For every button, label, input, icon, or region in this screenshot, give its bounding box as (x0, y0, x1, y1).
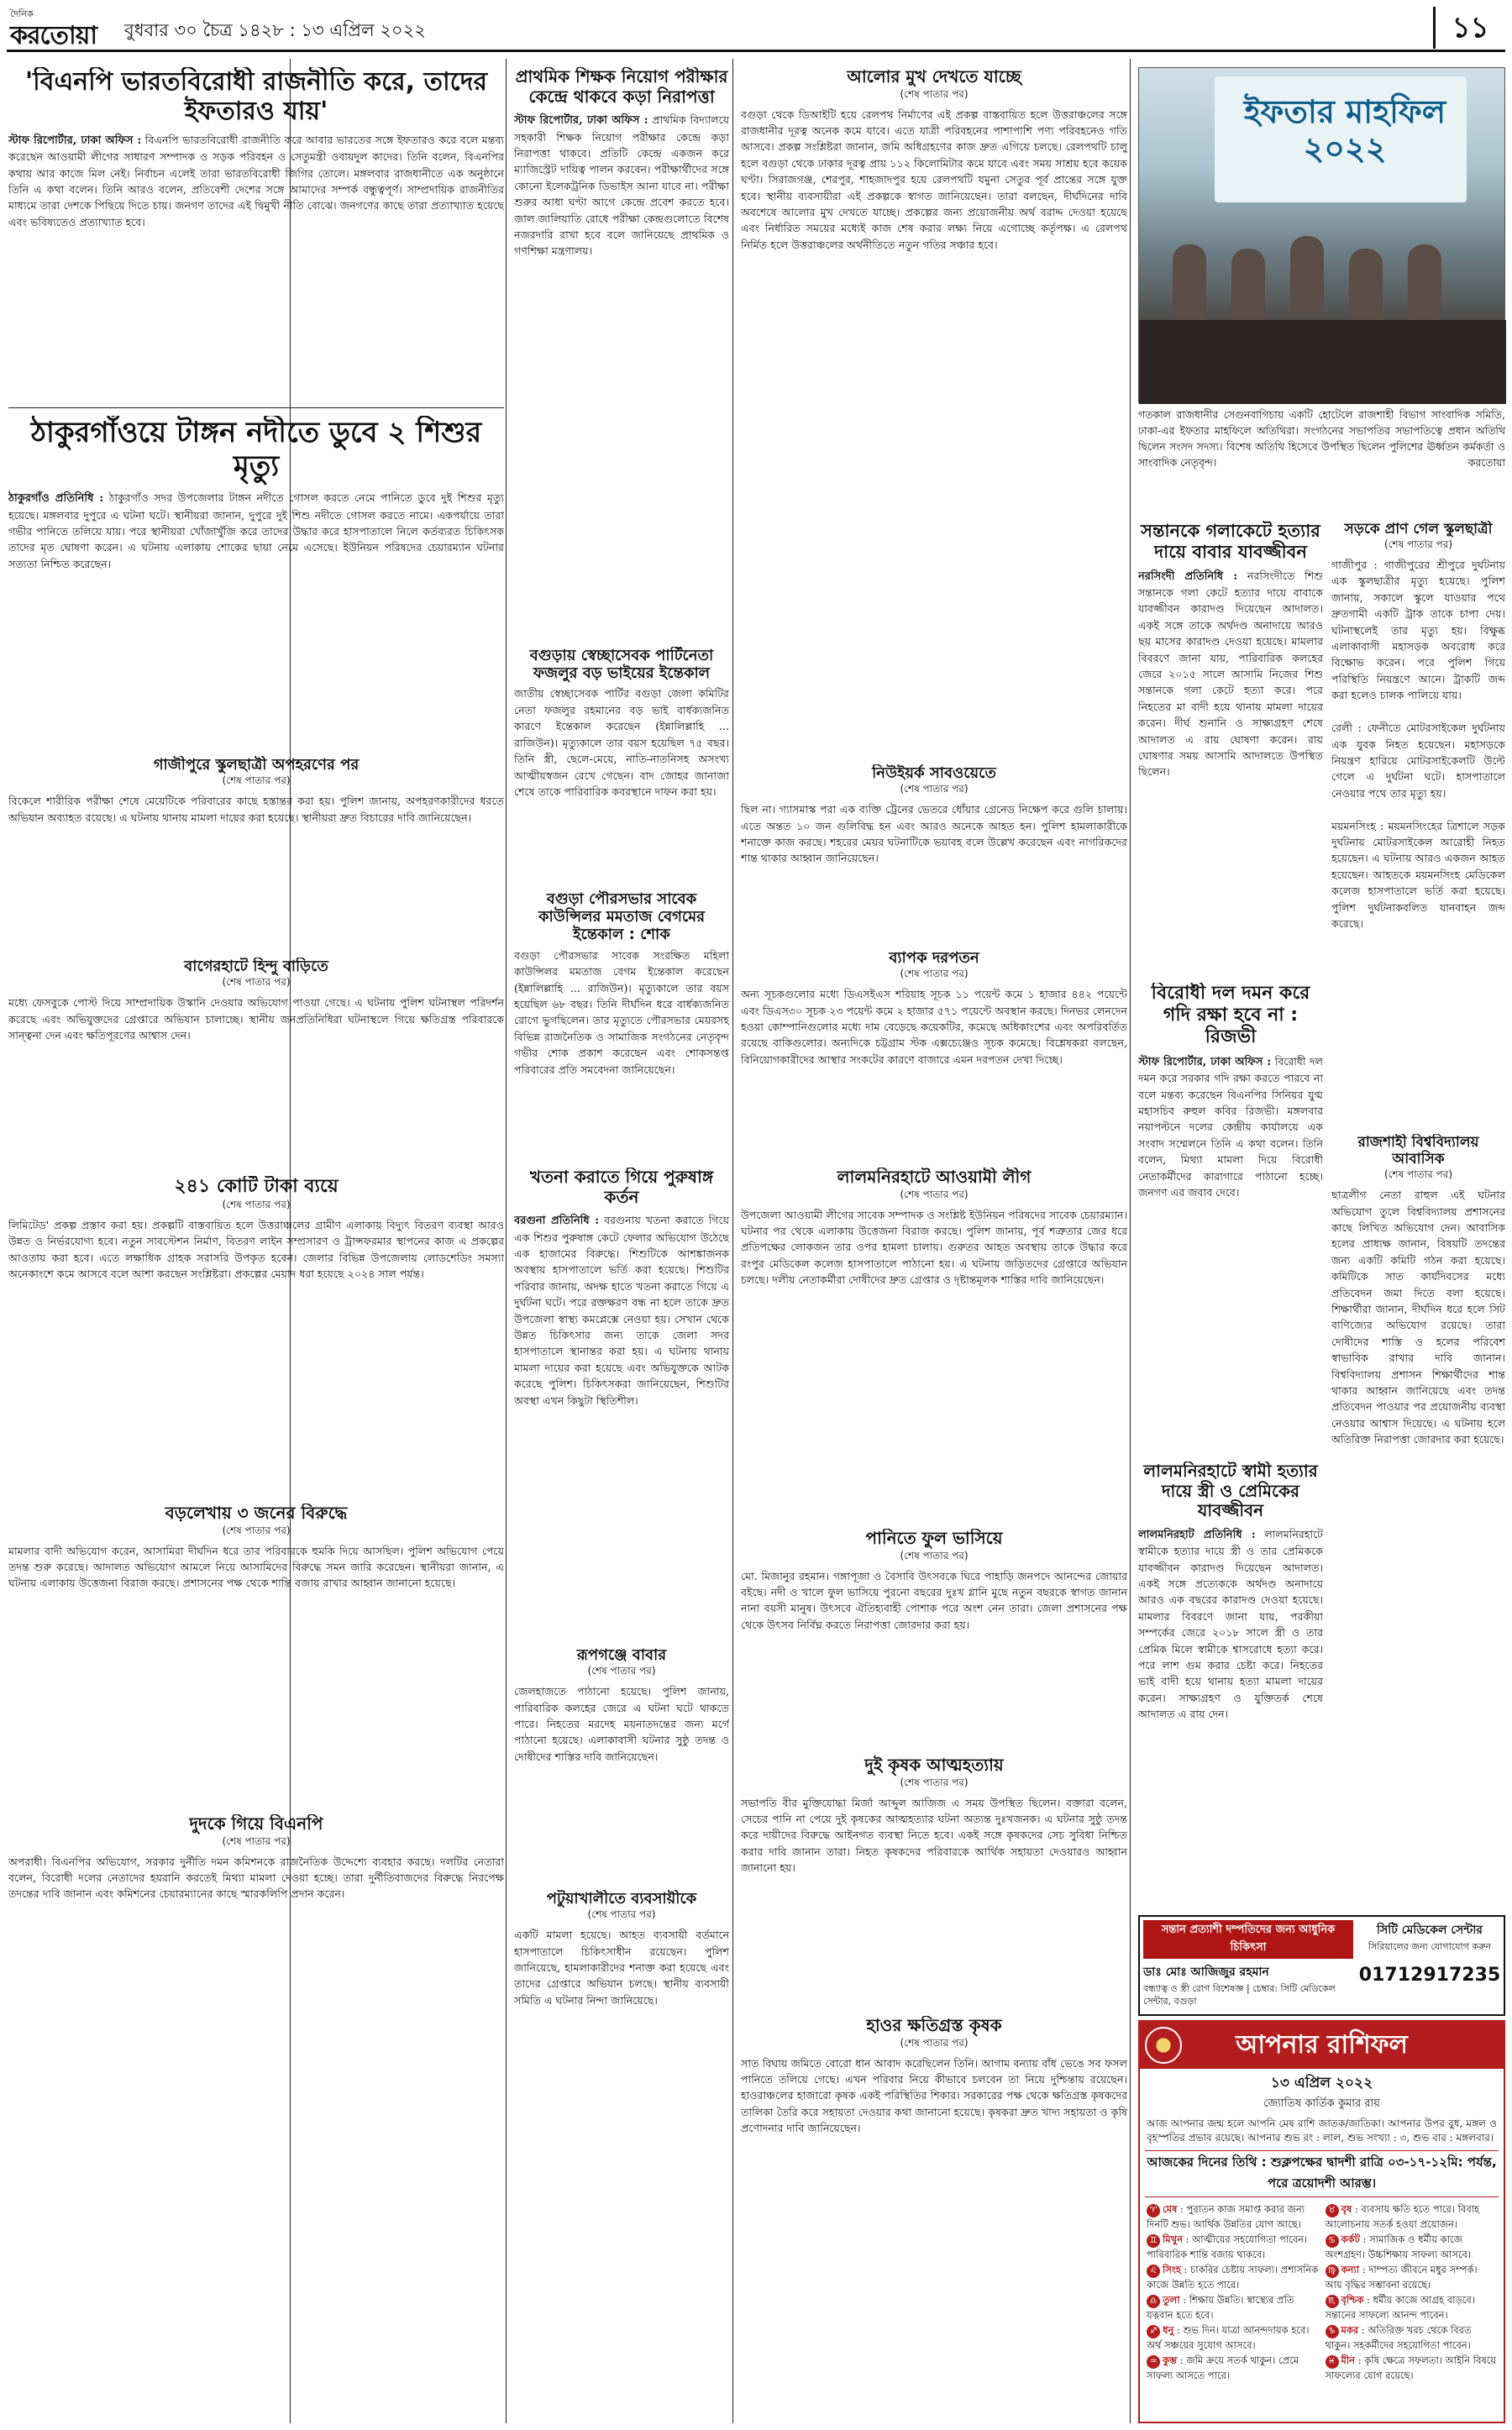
article-body: একটি মামলা হয়েছে। আহত ব্যবসায়ী বর্তমানে হাসপাতালে চিকিৎসাধীন রয়েছেন। পুলিশ জানিয়েছে, হামলাকারীদের শনাক্ত করা হয়েছে এবং তাদের গ্রেপ্তারে অভিযান চলছে। স্থানীয় ব্যবসায়ী সমিতি এ ঘটনার নিন্দা জানিয়েছে। (514, 1929, 729, 2007)
zodiac-sign-entry (1147, 2263, 1319, 2291)
article-text: ঠাকুরগাঁও সদর উপজেলার টাঙ্গন নদীতে গোসল করতে নেমে পানিতে ডুবে দুই শিশুর মৃত্যু হয়েছে। মঙ্গলবার দুপুরে এ ঘটনা ঘটে। স্থানীয়রা জানান, দুপুরে দুই শিশু নদীতে গোসল করতে নামে। একপর্যায়ে তারা গভীর পানিতে তলিয়ে যায়। পরে স্থানীয়রা খোঁজাখুঁজি করে তাদের উদ্ধার করে হাসপাতালে নিলে কর্তব্যরত চিকিৎসক তাদের মৃত ঘোষণা করেন। এ ঘটনায় এলাকায় শোকের ছায়া নেমে এসেছে। ইউনিয়ন পরিষদের চেয়ারম্যান ঘটনার সত্যতা নিশ্চিত করেছেন। (8, 491, 504, 570)
page-number: ১১ (1433, 7, 1505, 49)
article-body (514, 1212, 729, 1409)
logo-small-text: দৈনিক (10, 8, 34, 19)
continued-label: (শেষ পাতার পর) (900, 968, 969, 980)
horoscope-box (1138, 2020, 1505, 2423)
article-flowers-festival (741, 1529, 1127, 1747)
continued-label: (শেষ পাতার পর) (222, 1198, 291, 1210)
zodiac-sign-name: ধনু (1163, 2324, 1174, 2336)
horoscope-title: আপনার রাশিফল (1236, 2030, 1408, 2060)
article-byline: স্টাফ রিপোর্টার, ঢাকা অফিস : (514, 114, 648, 128)
zodiac-sign-entry (1147, 2293, 1319, 2322)
article-headline: লালমনিরহাটে আওয়ামী লীগ (837, 1168, 1032, 1187)
horoscope-date: ১৩ এপ্রিল ২০২২ (1270, 2075, 1373, 2091)
article-headline: ব্যাপক দরপতন (889, 949, 979, 967)
article-lalmonirhat-awami-league (741, 1168, 1127, 1520)
iftar-photo (1138, 67, 1505, 403)
article-headline: রাজশাহী বিশ্ববিদ্যালয় আবাসিক (1357, 1134, 1479, 1168)
article-headline: সন্তানকে গলাকেটে হত্যার দায়ে বাবার যাবজ্জীবন (1141, 521, 1320, 562)
zodiac-sign-name: মেষ (1163, 2203, 1178, 2215)
article-husband-murder (1138, 1462, 1323, 1907)
ad-phone-number[interactable]: 01712917235 (1358, 1965, 1501, 1986)
zodiac-symbol-icon: ♍ (1326, 2265, 1339, 2278)
continued-label: (শেষ পাতার পর) (900, 1188, 969, 1200)
zodiac-sign-text: : অতিরিক্ত খরচ থেকে বিরত থাকুন। সহকর্মীদের সহযোগিতা পাবেন। (1325, 2324, 1472, 2351)
zodiac-sign-name: সিংহ (1163, 2264, 1181, 2275)
horoscope-header (1140, 2022, 1504, 2069)
zodiac-sign-entry (1326, 2293, 1498, 2322)
section-divider (8, 407, 504, 408)
zodiac-sign-text: : শুভ দিন। যাত্রা আনন্দদায়ক হবে। অর্থ সঞ্চয়ের সুযোগ আসবে। (1147, 2324, 1310, 2351)
article-text: লালমনিরহাটে স্বামীকে হত্যার দায়ে স্ত্রী ও তার প্রেমিককে যাবজ্জীবন কারাদণ্ড দিয়েছেন আদালত। একই সঙ্গে প্রত্যেককে অর্থদণ্ড অনাদায়ে আরও এক বছরের কারাদণ্ড দেওয়া হয়েছে। মামলার বিবরণে জানা যায়, পরকীয়া সম্পর্কের জেরে ২০১৮ সালে স্ত্রী ও তার প্রেমিক মিলে স্বামীকে শ্বাসরোধে হত্যা করে। পরে লাশ গুম করার চেষ্টা করে। নিহতের ভাই বাদী হয়ে থানায় হত্যা মামলা দায়ের করেন। সাক্ষ্যগ্রহণ ও যুক্তিতর্ক শেষে আদালত এ রায় দেন। (1138, 1527, 1323, 1721)
article-headline: গাজীপুরে স্কুলছাত্রী অপহরণের পর (153, 756, 360, 774)
zodiac-symbol-icon: ♈ (1147, 2204, 1160, 2217)
article-text: নরসিংদীতে শিশু সন্তানকে গলা কেটে হত্যার দায়ে বাবাকে যাবজ্জীবন কারাদণ্ড দিয়েছেন আদালত। একই সঙ্গে তাকে অর্থদণ্ড অনাদায়ে আরও ছয় মাসের কারাদণ্ড দেওয়া হয়েছে। মামলার বিবরণে জানা যায়, পারিবারিক কলহের জেরে ২০১৫ সালে আসামি নিজের শিশু সন্তানকে গলা কেটে হত্যা করে। পরে নিহতের মা বাদী হয়ে থানায় মামলা দায়ের করেন। দীর্ঘ শুনানি ও সাক্ষ্যগ্রহণ শেষে আদালত এ রায় ঘোষণা করেন। রায় ঘোষণার সময় আসামি আদালতে উপস্থিত ছিলেন। (1138, 569, 1323, 779)
article-body: মধ্যে ফেসবুকে পোস্ট দিয়ে সাম্প্রদায়িক উস্কানি দেওয়ার অভিযোগ পাওয়া গেছে। এ ঘটনায় পুলিশ ঘটনাস্থল পরিদর্শন করেছে এবং অভিযুক্তদের গ্রেপ্তারে অভিযান চালাচ্ছে। স্থানীয় জনপ্রতিনিধিরা ঘটনাস্থলে গিয়ে ক্ষতিগ্রস্ত পরিবারকে সান্ত্বনা দেন এবং ক্ষতিপূরণের আশ্বাস দেন। (8, 996, 504, 1042)
article-text: প্রাথমিক বিদ্যালয়ে সহকারী শিক্ষক নিয়োগ পরীক্ষার কেন্দ্রে কড়া নিরাপত্তা থাকবে। প্রতিটি কেন্দ্রে একজন করে ম্যাজিস্ট্রেট দায়িত্ব পালন করবেন। পরীক্ষার্থীদের সঙ্গে কোনো ইলেকট্রনিক ডিভাইস আনা যাবে না। পরীক্ষা শুরুর আধা ঘণ্টা আগে কেন্দ্রে প্রবেশ করতে হবে। জাল জালিয়াতি রোধে পরীক্ষা কেন্দ্রগুলোতে বিশেষ নজরদারি রাখা হবে বলে জানিয়েছে প্রাথমিক ও গণশিক্ষা মন্ত্রণালয়। (514, 113, 729, 258)
photo-person (1231, 249, 1265, 324)
continued-label: (শেষ পাতার পর) (900, 87, 969, 100)
article-body: বগুড়া থেকে ডিআইটি হয়ে রেলপথ নির্মাণের এই প্রকল্প বাস্তবায়িত হলে উত্তরাঞ্চলের সঙ্গে রাজধানীর দূরত্ব অনেক কমে যাবে। এতে যাত্রী পরিবহনের পাশাপাশি পণ্য পরিবহনেও গতি আসবে। প্রকল্প সংশ্লিষ্টরা জানান, জমি অধিগ্রহণের কাজ দ্রুত এগিয়ে চলছে। রেলপথটি চালু হলে বগুড়া থেকে ঢাকার দূরত্ব প্রায় ১১২ কিলোমিটার কমে যাবে এবং সময় সাশ্রয় হবে কয়েক ঘণ্টা। সিরাজগঞ্জ, শেরপুর, শাহজাদপুর হয়ে রেলপথটি যমুনা সেতুর পূর্ব প্রান্তের সঙ্গে যুক্ত হবে। স্থানীয় ব্যবসায়ীরা এই প্রকল্পকে স্বাগত জানিয়েছেন। তারা বলছেন, দীর্ঘদিনের দাবি অবশেষে আলোর মুখ দেখতে যাচ্ছে। প্রকল্পের জন্য প্রয়োজনীয় অর্থ বরাদ্দ দেওয়া হয়েছে এবং নির্ধারিত সময়ের মধ্যেই কাজ শেষ করার লক্ষ্য নিয়ে এগোচ্ছে কর্তৃপক্ষ। এ রেলপথ নির্মিত হলে উত্তরাঞ্চলের অর্থনীতিতে নতুন গতির সঞ্চার হবে। (741, 108, 1127, 251)
article-bnp-acc (8, 1814, 504, 2419)
article-bagerhat (8, 958, 504, 1168)
zodiac-symbol-icon: ♏ (1326, 2295, 1339, 2308)
article-headline: আলোর মুখ দেখতে যাচ্ছে (847, 67, 1021, 87)
article-byline: স্টাফ রিপোর্টার, ঢাকা অফিস : (8, 134, 142, 147)
article-body: লিমিটেড' প্রকল্প প্রস্তাব করা হয়। প্রকল্পটি বাস্তবায়িত হলে উত্তরাঞ্চলের গ্রামীণ এলাকায় বিদ্যুৎ বিতরণ ব্যবস্থা আরও উন্নত ও নির্ভরযোগ্য হবে। নতুন সাবস্টেশন নির্মাণ, বিতরণ লাইন সম্প্রসারণ ও ট্রান্সফরমার স্থাপনের কাজ এ প্রকল্পের আওতায় করা হবে। এতে লক্ষাধিক গ্রাহক সরাসরি উপকৃত হবেন। জেলার বিভিন্ন উপজেলায় লোডশেডিং সমস্যা অনেকাংশে কমে আসবে বলে আশা করছেন সংশ্লিষ্টরা। প্রকল্পের মেয়াদ ধরা হয়েছে ২০২৪ সাল পর্যন্ত। (8, 1218, 504, 1281)
article-railway-project (741, 67, 1127, 756)
article-headline: ২৪১ কোটি টাকা ব্যয়ে (174, 1176, 339, 1197)
article-body (1138, 1053, 1323, 1201)
article-body: ছিল না। গ্যাসমাস্ক পরা এক ব্যক্তি ট্রেনের ভেতরে ধোঁয়ার গ্রেনেড নিক্ষেপ করে গুলি চালায়। এতে অন্তত ১০ জন গুলিবিদ্ধ হন এবং আরও অনেকে আহত হন। পুলিশ হামলাকারীকে শনাক্তে কাজ করছে। শহরের মেয়র ঘটনাটিকে ভয়াবহ বলে উল্লেখ করেছেন এবং নাগরিকদের শান্ত থাকার আহ্বান জানিয়েছেন। (741, 803, 1127, 865)
article-byline: ঠাকুরগাঁও প্রতিনিধি : (8, 492, 104, 506)
article-headline: খতনা করাতে গিয়ে পুরুষাঙ্গ কর্তন (529, 1168, 714, 1207)
article-headline: ঠাকুরগাঁওয়ে টাঙ্গন নদীতে ডুবে ২ শিশুর মৃত্যু (30, 416, 482, 484)
article-body (1138, 1526, 1323, 1723)
ad-clinic-name: সিটি মেডিকেল সেন্টার (1377, 1924, 1483, 1937)
zodiac-sign-text: : জমি ক্রয়ে সতর্ক থাকুন। প্রেমে সাফল্য আসতে পারে। (1147, 2354, 1299, 2381)
zodiac-symbol-icon: ♓ (1326, 2355, 1339, 2369)
zodiac-symbol-icon: ♋ (1326, 2234, 1339, 2248)
zodiac-wheel-icon (1145, 2027, 1182, 2064)
zodiac-sign-name: মকর (1341, 2324, 1359, 2336)
zodiac-sign-text: : আত্মীয়ের সহযোগিতা পাবেন। পারিবারিক শান্তি বজায় থাকবে। (1147, 2233, 1308, 2260)
column-rule (1130, 59, 1131, 2423)
zodiac-sign-text: : ধর্মীয় কাজে আগ্রহ বাড়বে। সন্তানের সাফল্যে আনন্দ পাবেন। (1325, 2294, 1475, 2321)
article-circumcision (514, 1168, 729, 1638)
article-byline: স্টাফ রিপোর্টার, ঢাকা অফিস : (1138, 1055, 1272, 1068)
zodiac-symbol-icon: ♊ (1147, 2234, 1160, 2248)
horoscope-astrologer: জ্যোতিষ কার্তিক কুমার রায় (1263, 2097, 1380, 2110)
article-body: সাত বিঘায় জমিতে বোরো ধান আবাদ করেছিলেন তিনি। আগাম বন্যায় বাঁধ ভেঙে সব ফসল পানিতে তলিয়ে গেছে। এখন পরিবার নিয়ে কীভাবে চলবেন তা নিয়ে দুশ্চিন্তায় রয়েছেন। হাওরাঞ্চলের হাজারো কৃষক একই পরিস্থিতির শিকার। সরকারের পক্ষ থেকে ক্ষতিগ্রস্ত কৃষকদের তালিকা তৈরি করে সহায়তা দেওয়ার কথা জানানো হয়েছে। কৃষকরা দ্রুত খাদ্য সহায়তা ও কৃষি প্রণোদনার দাবি জানিয়েছেন। (741, 2056, 1127, 2135)
zodiac-sign-name: বৃষ (1341, 2203, 1352, 2215)
column-rule (732, 59, 733, 2423)
zodiac-sign-entry (1147, 2354, 1319, 2382)
horoscope-tithi: আজকের দিনের তিথি : শুক্লপক্ষের দ্বাদশী রাত্রি ০৩-১৭-১২মি: পর্যন্ত, পরে ত্রয়োদশী আরম্ভ। (1145, 2150, 1499, 2197)
continued-label: (শেষ পাতার পর) (900, 1776, 969, 1788)
article-teacher-exam (514, 67, 729, 420)
article-barlekha (8, 1504, 504, 1806)
continued-label: (শেষ পাতার পর) (222, 1834, 291, 1847)
article-road-accident (1331, 521, 1505, 1126)
article-rupganj (514, 1646, 729, 1882)
article-headline: রূপগঞ্জে বাবার (576, 1646, 667, 1664)
article-headline: বাগেরহাটে হিন্দু বাড়িতে (184, 958, 328, 975)
ad-note: সিরিয়ালের জন্য যোগাযোগ করুন (1368, 1941, 1492, 1952)
ad-band: সন্তান প্রত্যাশী দম্পতিদের জন্য আধুনিক চিকিৎসা (1143, 1920, 1353, 1959)
article-text: বিএনপি ভারতবিরোধী রাজনীতি করে আবার ভারতের সঙ্গে ইফতারও করে বলে মন্তব্য করেছেন আওয়ামী লীগের সাধারণ সম্পাদক ও সড়ক পরিবহন ও সেতুমন্ত্রী ওবায়দুল কাদের। তিনি বলেন, বিএনপির কথায় আর কাজে মিল নেই। নির্বাচন এলেই তারা ভারতবিরোধী জিগির তোলে। মঙ্গলবার রাজধানীতে এক অনুষ্ঠানে তিনি এ কথা বলেন। তিনি আরও বলেন, প্রতিবেশী দেশের সঙ্গে আমাদের সম্পর্ক বন্ধুত্বপূর্ণ। সাম্প্রদায়িক রাজনীতির মাধ্যমে তারা দেশকে পিছিয়ে দিতে চায়। জনগণ তাদের এই দ্বিমুখী নীতি বোঝে। জনগণের কাছে তারা প্রত্যাখ্যাত হয়েছে এবং ভবিষ্যতেও প্রত্যাখ্যাত হবে। (8, 133, 504, 228)
article-body: মো. মিজানুর রহমান। গঙ্গাপূজা ও বৈসাবি উৎসবকে ঘিরে পাহাড়ি জনপদে আনন্দের জোয়ার বইছে। নদী ও খালে ফুল ভাসিয়ে পুরনো বছরের দুঃখ গ্লানি মুছে নতুন বছরকে স্বাগত জানান নানা বয়সী মানুষ। উৎসবে ঐতিহ্যবাহী পোশাক পরে অংশ নেন তারা। জেলা প্রশাসনের পক্ষ থেকে উৎসব নির্বিঘ্ন করতে নিরাপত্তা জোরদার করা হয়। (741, 1569, 1127, 1631)
article-headline: বড়লেখায় ৩ জনের বিরুদ্ধে (165, 1504, 348, 1523)
article-headline: বগুড়ায় স্বেচ্ছাসেবক পার্টিনেতা ফজলুর বড় ভাইয়ের ইন্তেকাল (529, 647, 714, 683)
photo-banner-text: ইফতার মাহফিল ২০২২ (1243, 93, 1446, 167)
article-headline: নিউইয়র্ক সাবওয়েতে (872, 764, 996, 782)
horoscope-intro: আজ আপনার জন্ম হলে আপনি মেষ রাশি জাতক/জাতিকা। আপনার উপর বুধ, মঙ্গল ও বৃহস্পতির প্রভাব রয়েছে। আপনার শুভ রং : লাল, শুভ সংখ্যা : ৩, শুভ বার : মঙ্গলবার। (1147, 2118, 1497, 2144)
article-body (8, 490, 504, 572)
continued-label: (শেষ পাতার পর) (1383, 1168, 1453, 1181)
ad-doctor-name: ডাঃ মোঃ আজিজুর রহমান (1143, 1966, 1269, 1979)
zodiac-sign-text: : ব্যবসায় ক্ষতি হতে পারে। বিবাহ আলোচনায় সতর্ক হওয়া প্রয়োজন। (1325, 2203, 1480, 2230)
article-byline: লালমনিরহাট প্রতিনিধি : (1138, 1528, 1256, 1541)
article-power-project (8, 1176, 504, 1495)
article-body (8, 132, 504, 230)
article-farmer-suicide (741, 1756, 1127, 2008)
zodiac-sign-name: কন্যা (1341, 2264, 1360, 2275)
article-headline: হাওর ক্ষতিগ্রস্ত কৃষক (866, 2016, 1002, 2035)
article-headline: প্রাথমিক শিক্ষক নিয়োগ পরীক্ষার কেন্দ্রে থাকবে কড়া নিরাপত্তা (515, 67, 728, 107)
continued-label: (শেষ পাতার পর) (587, 1908, 656, 1921)
zodiac-symbol-icon: ♉ (1326, 2204, 1339, 2217)
zodiac-sign-entry (1147, 2202, 1319, 2231)
article-headline: 'বিএনপি ভারতবিরোধী রাজনীতি করে, তাদের ইফতারও যায়' (24, 67, 487, 127)
continued-label: (শেষ পাতার পর) (222, 976, 291, 989)
zodiac-sign-entry (1147, 2323, 1319, 2352)
zodiac-symbol-icon: ♌ (1147, 2265, 1160, 2278)
zodiac-sign-text: : পুরাতন কাজ সমাপ্ত করার জন্য দিনটি শুভ। আর্থিক উন্নতির যোগ আছে। (1147, 2203, 1305, 2230)
article-patuakhali (514, 1890, 729, 2419)
article-body: জাতীয় স্বেচ্ছাসেবক পার্টির বগুড়া জেলা কমিটির নেতা ফজলুর রহমানের বড় ভাই বার্ধক্যজনিত কারণে ইন্তেকাল করেছেন (ইন্নালিল্লাহি ... রাজিউন)। মৃত্যুকালে তার বয়স হয়েছিল ৭৫ বছর। তিনি স্ত্রী, ছেলে-মেয়ে, নাতি-নাতনিসহ অসংখ্য আত্মীয়স্বজন রেখে গেছেন। বাদ জোহর জানাজা শেষে তাকে পারিবারিক কবরস্থানে দাফন করা হয়। (514, 687, 729, 798)
photo-person (1173, 244, 1206, 320)
zodiac-grid (1140, 2199, 1504, 2385)
doctor-advertisement (1138, 1915, 1505, 2016)
zodiac-sign-entry (1326, 2202, 1498, 2231)
article-headline: লালমনিরহাটে স্বামী হত্যার দায়ে স্ত্রী ও প্রেমিকের যাবজ্জীবন (1143, 1462, 1318, 1521)
zodiac-sign-name: কর্কট (1341, 2233, 1360, 2245)
zodiac-sign-name: কুম্ভ (1163, 2354, 1178, 2366)
continued-label: (শেষ পাতার পর) (900, 1549, 969, 1561)
ad-left (1143, 1920, 1353, 2013)
article-body: উপজেলা আওয়ামী লীগের সাবেক সম্পাদক ও সংশ্লিষ্ট ইউনিয়ন পরিষদের সাবেক চেয়ারম্যান। ঘটনার পর থেকে এলাকায় উত্তেজনা বিরাজ করছে। পুলিশ জানায়, পূর্ব শত্রুতার জের ধরে প্রতিপক্ষের লোকজন তার ওপর হামলা চালায়। গুরুতর আহত অবস্থায় তাকে উদ্ধার করে রংপুর মেডিকেল কলেজ হাসপাতালে পাঠানো হয়। এ ঘটনায় জড়িতদের গ্রেপ্তারে অভিযান চলছে। দলীয় নেতাকর্মীরা দোষীদের দ্রুত গ্রেপ্তার ও দৃষ্টান্তমূলক শাস্তির দাবি জানিয়েছেন। (741, 1208, 1127, 1287)
continued-label: (শেষ পাতার পর) (222, 1524, 291, 1536)
article-text: বরগুনায় খতনা করাতে গিয়ে এক শিশুর পুরুষাঙ্গ কেটে ফেলার অভিযোগ উঠেছে এক হাজামের বিরুদ্ধে। শিশুটিকে আশঙ্কাজনক অবস্থায় হাসপাতালে ভর্তি করা হয়েছে। শিশুটির পরিবার জানায়, অদক্ষ হাতে খতনা করাতে গিয়ে এ দুর্ঘটনা ঘটে। পরে রক্তক্ষরণ বন্ধ না হলে তাকে দ্রুত উপজেলা স্বাস্থ্য কমপ্লেক্সে নেওয়া হয়। সেখান থেকে উন্নত চিকিৎসার জন্য তাকে জেলা সদর হাসপাতালে স্থানান্তর করা হয়। এ ঘটনায় থানায় মামলা দায়ের করা হয়েছে এবং অভিযুক্তকে আটক করেছে পুলিশ। চিকিৎসকরা জানিয়েছেন, শিশুটির অবস্থা এখন কিছুটা স্থিতিশীল। (514, 1214, 729, 1407)
continued-label: (শেষ পাতার পর) (587, 1665, 656, 1677)
article-children-drowning (8, 416, 504, 752)
continued-label: (শেষ পাতার পর) (222, 774, 291, 787)
zodiac-sign-name: তুলা (1163, 2294, 1180, 2306)
article-body: অপরাধী। বিএনপির অভিযোগ, সরকার দুর্নীতি দমন কমিশনকে রাজনৈতিক উদ্দেশ্যে ব্যবহার করছে। দলটির নেতারা বলেন, বিরোধী দলের নেতাদের হয়রানি করতেই মিথ্যা মামলা দেওয়া হচ্ছে। তারা দুর্নীতিবাজদের বিরুদ্ধে নিরপেক্ষ তদন্তের দাবি জানান এবং কমিশনের চেয়ারম্যানের কাছে স্মারকলিপি প্রদান করেন। (8, 1855, 504, 1901)
article-body (514, 112, 729, 260)
photo-caption (1138, 407, 1505, 470)
photo-person (1349, 249, 1383, 324)
caption-text: গতকাল রাজধানীর সেগুনবাগিচায় একটি হোটেলে রাজশাহী বিভাগ সাংবাদিক সমিতি, ঢাকা-এর ইফতার মাহফিলে অতিথিরা। সংগঠনের সভাপতির সভাপতিত্বে প্রধান অতিথি ছিলেন সংসদ সদস্য। বিশেষ অতিথি হিসেবে উপস্থিত ছিলেন পুলিশের ঊর্ধ্বতন কর্মকর্তা ও সাংবাদিক নেতৃবৃন্দ। (1138, 408, 1505, 469)
photo-credit: করতোয়া (1467, 456, 1505, 469)
ad-right (1358, 1920, 1501, 2013)
article-headline: দুদকে গিয়ে বিএনপি (189, 1814, 323, 1834)
zodiac-symbol-icon: ♐ (1147, 2325, 1160, 2338)
article-byline: বরগুনা প্রতিনিধি : (514, 1215, 600, 1228)
zodiac-sign-text: : চাকরির চেষ্টায় সাফল্য। প্রশাসনিক কাজে উন্নতি হতে পারে। (1147, 2264, 1319, 2291)
article-bnp-iftar (8, 67, 504, 403)
article-father-life-sentence (1138, 521, 1323, 974)
photo-table (1139, 320, 1506, 404)
article-headline: সড়কে প্রাণ গেল স্কুলছাত্রী (1344, 521, 1493, 538)
zodiac-sign-name: মিথুন (1163, 2233, 1183, 2245)
zodiac-sign-text: : শিক্ষায় উন্নতি। স্বাস্থ্যের প্রতি যত্নবান হতে হবে। (1147, 2294, 1294, 2321)
zodiac-sign-entry (1326, 2323, 1498, 2352)
continued-label: (শেষ পাতার পর) (1383, 538, 1453, 551)
zodiac-symbol-icon: ♒ (1147, 2355, 1160, 2369)
article-newyork-subway (741, 764, 1127, 941)
article-body: মামলার বাদী অভিযোগ করেন, আসামিরা দীর্ঘদিন ধরে তার পরিবারকে হুমকি দিয়ে আসছিল। পুলিশ অভিযোগ পেয়ে তদন্ত শুরু করেছে। আদালত অভিযোগ আমলে নিয়ে আসামিদের বিরুদ্ধে সমন জারি করেছেন। স্থানীয়রা জানান, এ ঘটনায় এলাকায় উত্তেজনা বিরাজ করছে। প্রশাসনের পক্ষ থেকে শান্তি বজায় রাখার আহ্বান জানানো হয়েছে। (8, 1544, 504, 1590)
zodiac-symbol-icon: ♎ (1147, 2295, 1160, 2308)
continued-label: (শেষ পাতার পর) (900, 2036, 969, 2049)
article-text: বিরোধী দল দমন করে সরকার গদি রক্ষা করতে পারবে না বলে মন্তব্য করেছেন বিএনপির সিনিয়র যুগ্ম মহাসচিব রুহুল কবির রিজভী। মঙ্গলবার নয়াপল্টনে দলের কেন্দ্রীয় কার্যালয়ে এক সংবাদ সম্মেলনে তিনি এ কথা বলেন। তিনি বলেন, মিথ্যা মামলা দিয়ে বিরোধী নেতাকর্মীদের কারাগারে পাঠানো হচ্ছে। জনগণ এর জবাব দেবে। (1138, 1054, 1323, 1199)
article-headline: বগুড়া পৌরসভার সাবেক কাউন্সিলর মমতাজ বেগমের ইন্তেকাল : শোক (538, 890, 706, 944)
article-obituary-brother (514, 647, 729, 882)
photo-person (1408, 244, 1441, 320)
article-headline: দুই কৃষক আত্মহত্যায় (864, 1756, 1004, 1775)
article-rizvi (1138, 983, 1323, 1453)
article-headline: পটুয়াখালীতে ব্যবসায়ীকে (546, 1890, 697, 1908)
newspaper-logo (7, 5, 108, 49)
article-body: অন্য সূচকগুলোর মধ্যে ডিএসইএস শরিয়াহ সূচক ১১ পয়েন্ট কমে ১ হাজার ৪৪২ পয়েন্টে এবং ডিএস৩০ সূচক ২৩ পয়েন্ট কমে ২ হাজার ৫৭১ পয়েন্টে অবস্থান করছে। দিনভর লেনদেন হওয়া কোম্পানিগুলোর মধ্যে দাম বেড়েছে কয়েকটির, কমেছে অধিকাংশের এবং অপরিবর্তিত রয়েছে বাকিগুলোর। অন্যদিকে চট্টগ্রাম স্টক এক্সচেঞ্জেও সূচক কমেছে। বিশ্লেষকরা বলছেন, বিনিয়োগকারীদের আস্থার সংকটের কারণে বাজারে এমন দরপতন দেখা দিচ্ছে। (741, 988, 1127, 1066)
article-haor-farmers (741, 2016, 1127, 2419)
article-rajshahi-university (1331, 1134, 1505, 1907)
column-rule (506, 59, 507, 2423)
article-body: গাজীপুর : গাজীপুরের শ্রীপুরে দুর্ঘটনায় এক স্কুলছাত্রীর মৃত্যু হয়েছে। পুলিশ জানায়, সকালে স্কুলে যাওয়ার পথে দ্রুতগামী একটি ট্রাক তাকে চাপা দেয়। ঘটনাস্থলেই তার মৃত্যু হয়। বিক্ষুব্ধ এলাকাবাসী মহাসড়ক অবরোধ করে বিক্ষোভ করেন। পরে পুলিশ গিয়ে পরিস্থিতি নিয়ন্ত্রণে আনে। ট্রাকটি জব্দ করা হলেও চালক পালিয়ে যায়। রেলী : ফেনীতে মোটরসাইকেল দুর্ঘটনায় এক যুবক নিহত হয়েছেন। মহাসড়কে নিয়ন্ত্রণ হারিয়ে মোটরসাইকেলটি উল্টে গেলে এ দুর্ঘটনা ঘটে। হাসপাতালে নেওয়ার পথে তার মৃত্যু হয়। ময়মনসিংহ : ময়মনসিংহের ত্রিশালে সড়ক দুর্ঘটনায় মোটরসাইকেল আরোহী নিহত হয়েছেন। এ ঘটনায় আরও একজন আহত হয়েছেন। আহতকে ময়মনসিংহ মেডিকেল কলেজ হাসপাতালে ভর্তি করা হয়েছে। পুলিশ দুর্ঘটনাকবলিত যানবাহন জব্দ করেছে। (1331, 559, 1505, 930)
zodiac-sign-text: : দাম্পত্য জীবনে মধুর সম্পর্ক। আয় বৃদ্ধির সম্ভাবনা রয়েছে। (1325, 2264, 1478, 2291)
photo-person (1290, 236, 1324, 312)
article-body: সভাপতি বীর মুক্তিযোদ্ধা মির্জা আব্দুল আজিজ এ সময় উপস্থিত ছিলেন। বক্তারা বলেন, সেচের পানি না পেয়ে দুই কৃষকের আত্মহত্যার ঘটনা অত্যন্ত দুঃখজনক। এ ঘটনার সুষ্ঠু তদন্ত করে দায়ীদের বিরুদ্ধে আইনগত ব্যবস্থা নিতে হবে। একই সঙ্গে কৃষকদের সেচ সুবিধা নিশ্চিত করার দাবি জানান তারা। নিহত কৃষকদের পরিবারকে আর্থিক সহায়তা দেওয়ারও আহ্বান জানানো হয়। (741, 1796, 1127, 1875)
article-body: জেলহাজতে পাঠানো হয়েছে। পুলিশ জানায়, পারিবারিক কলহের জেরে এ ঘটনা ঘটে থাকতে পারে। নিহতের মরদেহ ময়নাতদন্তের জন্য মর্গে পাঠানো হয়েছে। এলাকাবাসী ঘটনার সুষ্ঠু তদন্ত ও দোষীদের শাস্তির দাবি জানিয়েছেন। (514, 1685, 729, 1763)
article-abduction (8, 756, 504, 949)
zodiac-sign-entry (1326, 2263, 1498, 2291)
zodiac-sign-text: : সামাজিক ও ধর্মীয় কাজে অংশগ্রহণ। উচ্চশিক্ষায় সাফল্য আসবে। (1325, 2233, 1471, 2260)
article-body (1138, 568, 1323, 780)
article-body: ছাত্রলীগ নেতা রাহুল এই ঘটনার অভিযোগ তুলে বিশ্ববিদ্যালয় প্রশাসনের কাছে লিখিত অভিযোগ দেন। আবাসিক হলের প্রাধ্যক্ষ জানান, বিষয়টি তদন্তের জন্য একটি কমিটি গঠন করা হয়েছে। কমিটিকে সাত কার্যদিবসের মধ্যে প্রতিবেদন জমা দিতে বলা হয়েছে। শিক্ষার্থীরা জানান, দীর্ঘদিন ধরে হলে সিট বাণিজ্যের অভিযোগ রয়েছে। তারা দোষীদের শাস্তি ও হলের পরিবেশ স্বাভাবিক রাখার দাবি জানান। বিশ্ববিদ্যালয় প্রশাসন শিক্ষার্থীদের শান্ত থাকার আহ্বান জানিয়েছে এবং তদন্ত প্রতিবেদন পাওয়ার পর প্রয়োজনীয় ব্যবস্থা নেওয়ার আশ্বাস দিয়েছে। এ ঘটনায় হলে অতিরিক্ত নিরাপত্তা জোরদার করা হয়েছে। (1331, 1189, 1505, 1446)
article-body: বগুড়া পৌরসভার সাবেক সংরক্ষিত মহিলা কাউন্সিলর মমতাজ বেগম ইন্তেকাল করেছেন (ইন্নালিল্লাহি ... রাজিউন)। মৃত্যুকালে তার বয়স হয়েছিল ৬৮ বছর। তিনি দীর্ঘদিন ধরে বার্ধক্যজনিত রোগে ভুগছিলেন। তার মৃত্যুতে পৌরসভার মেয়রসহ বিভিন্ন রাজনৈতিক ও সামাজিক সংগঠনের নেতৃবৃন্দ গভীর শোক প্রকাশ করেছেন এবং শোকসন্তপ্ত পরিবারের প্রতি সমবেদনা জানিয়েছেন। (514, 948, 729, 1076)
zodiac-sign-name: বৃশ্চিক (1341, 2294, 1364, 2306)
article-stock-market (741, 949, 1127, 1159)
zodiac-sign-name: মীন (1341, 2354, 1356, 2366)
ad-details: বন্ধ্যাত্ব ও স্ত্রী রোগ বিশেষজ্ঞ | চেম্বার: সিটি মেডিকেল সেন্টার, বগুড়া (1143, 1983, 1336, 2007)
continued-label: (শেষ পাতার পর) (900, 783, 969, 795)
article-byline: নরসিংদী প্রতিনিধি : (1138, 569, 1238, 583)
article-headline: বিরোধী দল দমন করে গদি রক্ষা হবে না : রিজভী (1151, 983, 1310, 1047)
zodiac-sign-entry (1326, 2233, 1498, 2261)
dateline: বুধবার ৩০ চৈত্র ১৪২৮ : ১৩ এপ্রিল ২০২২ (124, 20, 426, 40)
article-headline: পানিতে ফুল ভাসিয়ে (865, 1529, 1003, 1548)
logo-title: করতোয়া (10, 21, 97, 50)
zodiac-sign-entry (1326, 2354, 1498, 2382)
article-body: বিকেলে শারীরিক পরীক্ষা শেষে মেয়েটিকে পরিবারের কাছে হস্তান্তর করা হয়। পুলিশ জানায়, অপহরণকারীদের ধরতে অভিযান অব্যাহত রয়েছে। এ ঘটনায় থানায় মামলা দায়ের করা হয়েছে। স্থানীয়রা দ্রুত বিচারের দাবি জানিয়েছেন। (8, 795, 504, 824)
zodiac-sign-entry (1147, 2233, 1319, 2261)
masthead (7, 5, 1505, 52)
zodiac-sign-text: : কৃষি ক্ষেত্রে সফলতা। আইনি বিষয়ে সাফল্যের যোগ রয়েছে। (1325, 2354, 1497, 2381)
zodiac-symbol-icon: ♑ (1326, 2325, 1339, 2338)
article-obituary-councillor (514, 890, 729, 1159)
